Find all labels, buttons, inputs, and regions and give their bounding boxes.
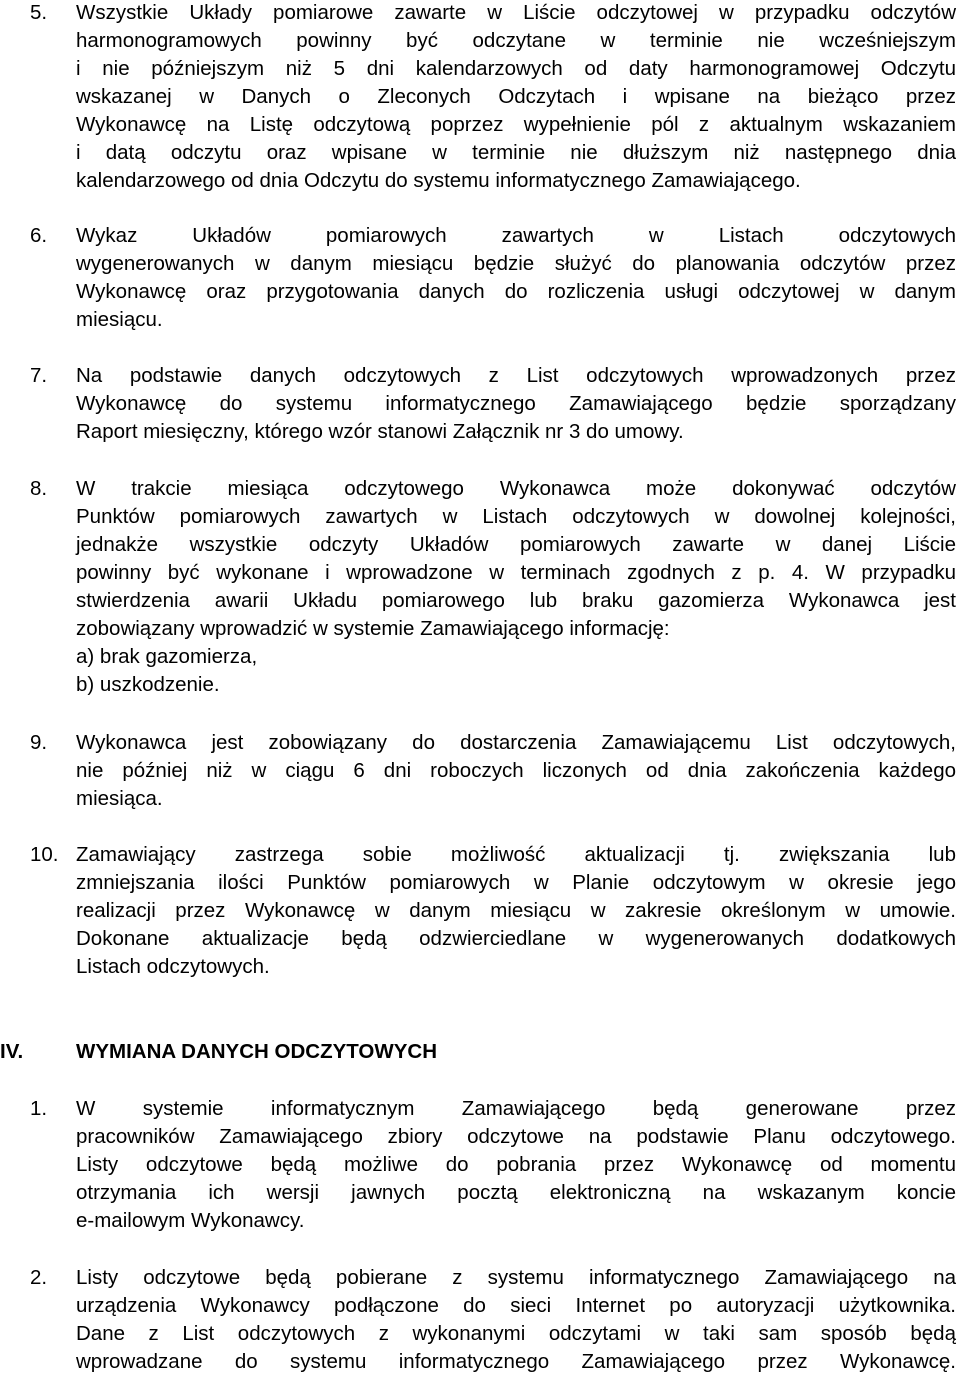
item-text (76, 222, 956, 334)
item-number: 2. (30, 1266, 48, 1289)
section-title: WYMIANA DANYCH ODCZYTOWYCH (76, 1040, 438, 1063)
text-line: wskazanej w Danych o Zleconych Odczytach i wpisane na bieżąco przez (76, 85, 956, 108)
item-number: 10. (30, 843, 59, 866)
text-line: zmniejszania ilości Punktów pomiarowych w Planie odczytowym w okresie jego (76, 871, 956, 894)
item-number: 9. (30, 731, 48, 754)
item-text (76, 0, 956, 195)
text-line: jednakże wszystkie odczyty Układów pomiarowych zawarte w danej Liście (76, 533, 956, 556)
text-line: kalendarzowego od dnia Odczytu do systemu informatycznego Zamawiającego. (76, 169, 801, 192)
text-line: Wykonawcę do systemu informatycznego Zamawiającego będzie sporządzany (76, 392, 956, 415)
text-line: Wykonawcę oraz przygotowania danych do rozliczenia usługi odczytowej w danym (76, 280, 956, 303)
text-line: i nie późniejszym niż 5 dni kalendarzowych od daty harmonogramowej Odczytu (76, 57, 956, 80)
text-line: W trakcie miesiąca odczytowego Wykonawca może dokonywać odczytów (76, 477, 956, 500)
section-heading (0, 1036, 960, 1068)
text-line: Listy odczytowe będą możliwe do pobrania przez Wykonawcę od momentu (76, 1153, 956, 1176)
text-line: realizacji przez Wykonawcę w danym miesiącu w zakresie określonym w umowie. (76, 899, 956, 922)
text-line: zobowiązany wprowadzić w systemie Zamawiającego informację: (76, 617, 670, 640)
item-text (76, 1264, 956, 1376)
item-number: 6. (30, 224, 48, 247)
text-line: Dokonane aktualizacje będą odzwierciedlane w wygenerowanych dodatkowych (76, 927, 956, 950)
section-number: IV. (0, 1040, 24, 1063)
text-line: W systemie informatycznym Zamawiającego będą generowane przez (76, 1097, 956, 1120)
text-line: nie później niż w ciągu 6 dni roboczych liczonych od dnia zakończenia każdego (76, 759, 956, 782)
text-line: Raport miesięczny, którego wzór stanowi Załącznik nr 3 do umowy. (76, 420, 684, 443)
text-line: harmonogramowych powinny być odczytane w terminie nie wcześniejszym (76, 29, 956, 52)
text-line: miesiącu. (76, 308, 163, 331)
text-line: e-mailowym Wykonawcy. (76, 1209, 305, 1232)
text-line: Wszystkie Układy pomiarowe zawarte w Liście odczytowej w przypadku odczytów (76, 1, 956, 24)
item-text (76, 841, 956, 981)
text-line: Wykonawcę na Listę odczytową poprzez wypełnienie pól z aktualnym wskazaniem (76, 113, 956, 136)
text-line: otrzymania ich wersji jawnych pocztą elektroniczną na wskazanym koncie (76, 1181, 956, 1204)
text-line: Zamawiający zastrzega sobie możliwość aktualizacji tj. zwiększania lub (76, 843, 956, 866)
text-line: powinny być wykonane i wprowadzone w terminach zgodnych z p. 4. W przypadku (76, 561, 956, 584)
text-line: Dane z List odczytowych z wykonanymi odczytami w taki sam sposób będą (76, 1322, 956, 1345)
item-number: 8. (30, 477, 48, 500)
text-line: stwierdzenia awarii Układu pomiarowego lub braku gazomierza Wykonawca jest (76, 589, 956, 612)
text-line: i datą odczytu oraz wpisane w terminie nie dłuższym niż następnego dnia (76, 141, 956, 164)
item-text (76, 729, 956, 813)
item-text (76, 1095, 956, 1235)
text-line: pracowników Zamawiającego zbiory odczytowe na podstawie Planu odczytowego. (76, 1125, 956, 1148)
text-line: wprowadzane do systemu informatycznego Zamawiającego przez Wykonawcę. (76, 1350, 956, 1373)
text-line: Wykaz Układów pomiarowych zawartych w Listach odczytowych (76, 224, 956, 247)
item-text (76, 362, 956, 446)
text-line: Na podstawie danych odczytowych z List odczytowych wprowadzonych przez (76, 364, 956, 387)
text-line: b) uszkodzenie. (76, 673, 220, 696)
item-number: 5. (30, 1, 48, 24)
item-text (76, 475, 956, 699)
text-line: urządzenia Wykonawcy podłączone do sieci Internet po autoryzacji użytkownika. (76, 1294, 956, 1317)
text-line: wygenerowanych w danym miesiącu będzie służyć do planowania odczytów przez (76, 252, 956, 275)
text-line: Listy odczytowe będą pobierane z systemu informatycznego Zamawiającego na (76, 1266, 956, 1289)
item-number: 7. (30, 364, 48, 387)
text-line: a) brak gazomierza, (76, 645, 258, 668)
text-line: Wykonawca jest zobowiązany do dostarczenia Zamawiającemu List odczytowych, (76, 731, 956, 754)
text-line: miesiąca. (76, 787, 163, 810)
text-line: Listach odczytowych. (76, 955, 270, 978)
item-number: 1. (30, 1097, 48, 1120)
text-line: Punktów pomiarowych zawartych w Listach odczytowych w dowolnej kolejności, (76, 505, 956, 528)
